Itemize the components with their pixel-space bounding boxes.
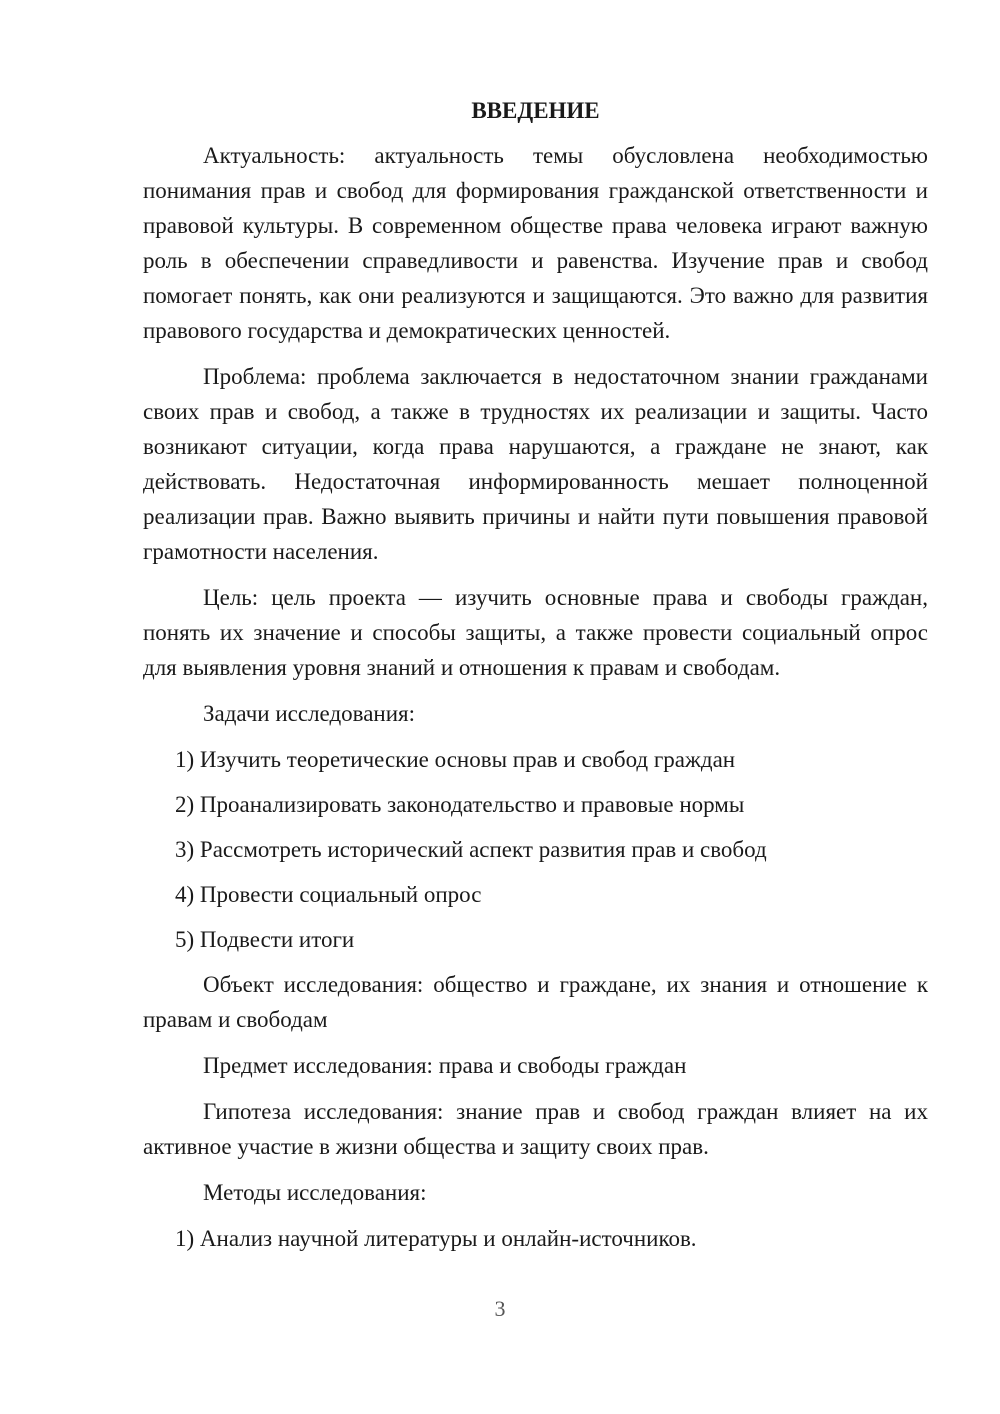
object-paragraph: Объект исследования: общество и граждане, их знания и отношение к правам и свободам [143,972,928,1032]
task-item: 1) Изучить теоретические основы прав и свобод граждан [175,747,736,772]
problem-paragraph: Проблема: проблема заключается в недостаточном знании гражданами своих прав и свобод, а также в трудностях их реализации и защиты. Часто возникают ситуации, когда права нарушаются, а граждане не знают, как действовать. Недостаточная информированность мешает полноценной реализации прав. Важно выявить причины и найти пути повышения правовой грамотности населения. [143,364,928,564]
goal-paragraph: Цель: цель проекта — изучить основные права и свободы граждан, понять их значение и способы защиты, а также провести социальный опрос для выявления уровня знаний и отношения к правам и свободам. [143,585,928,680]
document-body [143,96,928,1266]
subject-paragraph: Предмет исследования: права и свободы граждан [203,1053,687,1078]
hypothesis-paragraph: Гипотеза исследования: знание прав и свобод граждан влияет на их активное участие в жизни общества и защиту своих прав. [143,1099,928,1159]
task-item: 2) Проанализировать законодательство и правовые нормы [175,792,745,817]
task-item: 4) Провести социальный опрос [175,882,482,907]
page-number: 3 [494,1296,506,1321]
section-heading: ВВЕДЕНИЕ [471,98,600,123]
tasks-title: Задачи исследования: [203,701,416,726]
task-item: 5) Подвести итоги [175,927,355,952]
method-item: 1) Анализ научной литературы и онлайн-источников. [175,1226,697,1251]
relevance-paragraph: Актуальность: актуальность темы обусловлена необходимостью понимания прав и свобод для формирования гражданской ответственности и правовой культуры. В современном обществе права человека играют важную роль в обеспечении справедливости и равенства. Изучение прав и свобод помогает понять, как они реализуются и защищаются. Это важно для развития правового государства и демократических ценностей. [143,143,928,343]
task-item: 3) Рассмотреть исторический аспект развития прав и свобод [175,837,767,862]
methods-title: Методы исследования: [203,1180,427,1205]
